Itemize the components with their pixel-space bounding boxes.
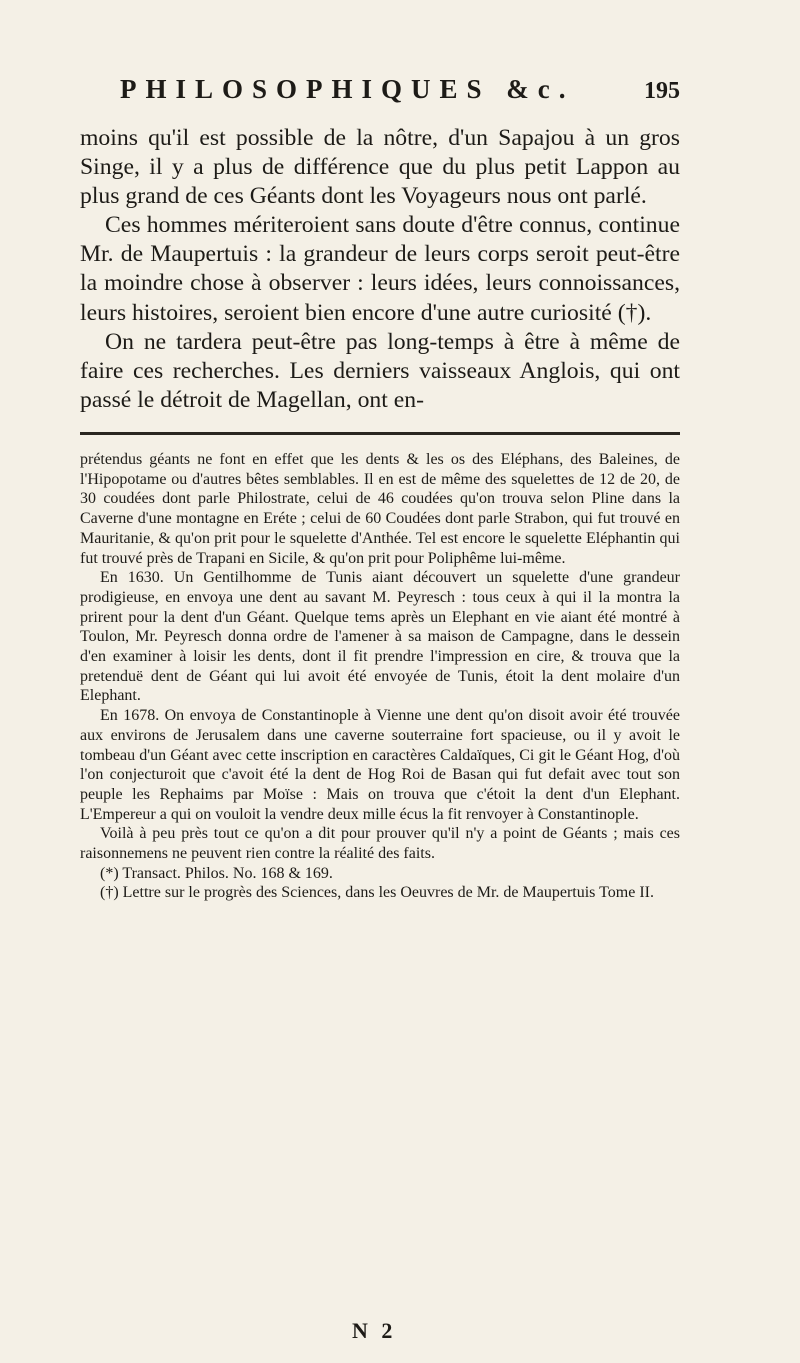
- page-number: 195: [644, 78, 680, 104]
- footnote-paragraph: Voilà à peu près tout ce qu'on a dit pour prouver qu'il n'y a point de Géants ; mais ces raisonnemens ne peuvent rien contre la réalité des faits.: [80, 825, 680, 863]
- body-paragraph: On ne tardera peut-être pas long-temps à être à même de faire ces recherches. Les derniers vaisseaux Anglois, qui ont passé le détroit de Magellan, ont en-: [80, 328, 680, 413]
- running-head: PHILOSOPHIQUES &c.: [120, 74, 575, 104]
- footnote-paragraph: En 1630. Un Gentilhomme de Tunis aiant découvert un squelette d'une grandeur prodigieuse, en envoya une dent au savant M. Peyresch : tous ceux à qui il la montra la prirent pour la dent d'un Géant. Quelque tems après un Elephant en vie aiant été montré à Toulon, Mr. Peyresch donna ordre de l'amener à sa maison de Campagne, dans le dessein d'en examiner à loisir les dents, dont il fit prendre l'impression en cire, & trouva que la pretenduë dent de Géant qui lui avoit été envoyée de Tunis, étoit la dent molaire d'un Elephant.: [80, 569, 680, 705]
- footnote-reference: (*) Transact. Philos. No. 168 & 169.: [100, 864, 333, 882]
- footnotes: [80, 450, 680, 903]
- body-paragraph: Ces hommes mériteroient sans doute d'être connus, continue Mr. de Maupertuis : la grandeur de leurs corps seroit peut-être la moindre chose à observer : leurs idées, leurs connoissances, leurs histoires, seroient bien encore d'une autre curiosité (†).: [80, 212, 680, 326]
- footnote-paragraph: prétendus géants ne font en effet que les dents & les os des Eléphans, des Baleines, de l'Hipopotame ou d'autres bêtes semblables. Il en est de même des squelettes de 12 de 20, de 30 coudées dont parle Philostrate, celui de 46 coudées qu'on trouva selon Pline dans la Caverne d'une montagne en Eréte ; celui de 60 Coudées dont parle Strabon, qui fut trouvé en Mauritanie, & qu'on prit pour le squelette d'Anthée. Tel est encore le squelette Eléphantin qui fut trouvé près de Trapani en Sicile, & qu'on prit pour Poliphême lui-même.: [80, 451, 680, 567]
- footnote-reference: (†) Lettre sur le progrès des Sciences, dans les Oeuvres de Mr. de Maupertuis Tome II.: [100, 884, 654, 902]
- body-paragraph: moins qu'il est possible de la nôtre, d'un Sapajou à un gros Singe, il y a plus de différence que du plus petit Lappon au plus grand de ces Géants dont les Voyageurs nous ont parlé.: [80, 125, 680, 210]
- main-text: [80, 124, 680, 415]
- footnote-divider: [80, 432, 680, 435]
- signature-mark: N 2: [352, 1318, 397, 1343]
- footnote-paragraph: En 1678. On envoya de Constantinople à Vienne une dent qu'on disoit avoir été trouvée aux environs de Jerusalem dans une caverne souterraine fort spacieuse, ou il y avoit le tombeau d'un Géant avec cette inscription en caractères Caldaïques, Ci git le Géant Hog, d'où l'on conjecturoit que c'avoit été la dent de Hog Roi de Basan qui fut defait avec tout son peuple les Rephaims par Moïse : Mais on trouva que c'étoit la dent d'un Elephant. L'Empereur a qui on vouloit la vendre deux mille écus la fit renvoyer à Constantinople.: [80, 707, 680, 823]
- page-header: [120, 74, 680, 114]
